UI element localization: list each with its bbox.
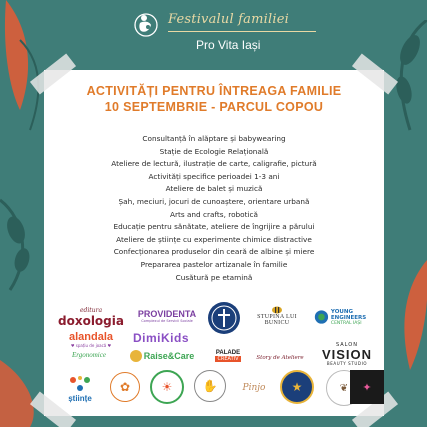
list-item: Educație pentru sănătate, ateliere de îngrijire a părului [113,222,315,232]
raise-care-logo [122,347,202,365]
list-item: Prepararea pastelor artizanale în familie [140,259,288,269]
stiinte-logo [58,370,102,406]
dimikids-label: DimiKids [132,331,189,345]
list-item: Arts and crafts, robotică [169,209,259,219]
ergonomice-logo [58,346,120,364]
decorative-leaf-icon [0,190,50,300]
vision-label: VISION [321,347,373,362]
sponsor-badge-2 [150,370,184,404]
list-item: Șah, meciuri, jocuri de cunoaștere, orientare urbană [118,196,310,206]
providenta-logo [132,302,202,330]
palade-label: PALADE [215,350,241,356]
list-item: Stație de Ecologie Relațională [159,146,269,156]
raise-care-label: Raise&Care [143,351,195,361]
pinjo-logo [234,372,274,404]
sponsor-logos [44,70,384,416]
title-divider [168,31,316,32]
decorative-leaf-icon [384,250,427,370]
palade-sub: CREATIV [217,356,239,362]
leaf-icon: ❦ [339,382,349,394]
molecule-icon [67,374,93,394]
young-engineers-icon [314,308,329,326]
palade-logo [204,348,252,364]
stiinte-label: științe [68,393,92,403]
mother-child-icon [133,9,159,41]
art-icon: ✦ [362,380,372,394]
bee-icon [270,305,284,314]
vision-sub: BEAUTY STUDIO [326,361,368,366]
sponsor-badge-3 [194,370,226,402]
doxologia-logo [56,302,126,332]
flower-icon: ✿ [119,380,131,394]
salon-label: SALON [336,342,358,348]
doxologia-small-label: editura [79,306,103,314]
young-engineers-logo [314,304,380,330]
heading-line-2: 10 SEPTEMBRIE - PARCUL COPOU [104,100,324,114]
ergonomice-label: Ergonomice [72,351,106,359]
story-logo [252,350,308,366]
activities-card [44,70,384,416]
list-item: Activități specifice perioadei 1-3 ani [148,171,280,181]
young-engineers-sub: CENTRAL IAȘI [330,320,362,326]
vision-logo [312,340,382,368]
festival-title: Festivalul familiei [168,12,289,27]
list-item: Ateliere de lectură, ilustrație de carte, caligrafie, pictură [111,159,317,169]
handprint-icon: ✋ [202,379,218,393]
sponsor-badge-4 [280,370,314,404]
list-item: Ateliere de balet și muzică [165,184,263,194]
alandala-label: alandala [68,330,114,343]
list-item: Consultanță în alăptare și babywearing [142,134,286,143]
baby-icon [130,350,142,362]
providenta-sub: Complexul de Servicii Sociale [141,319,193,323]
list-item: Confecționarea produselor din ceară de albine și miere [113,247,315,257]
list-item: Ateliere de științe cu experimente chimice distractive [116,234,312,244]
rainbow-icon: ☀ [161,380,173,394]
festival-subtitle: Pro Vita Iași [196,38,261,52]
church-emblem-icon [206,299,242,337]
festival-header [0,0,427,62]
doxologia-label: doxologia [58,313,124,328]
stupina-logo [244,302,310,328]
providenta-label: PROVIDENTA [137,309,197,319]
story-label: Story de Ateliere [256,355,304,361]
sponsor-badge-6 [350,370,384,404]
dimikids-logo [126,328,196,348]
heading-line-1: ACTIVITĂȚI PENTRU ÎNTREAGA FAMILIE [86,84,342,98]
alandala-sub: ♥ spațiu de joacă ♥ [70,342,112,348]
young-engineers-label: YOUNG ENGINEERS [330,308,367,321]
star-icon: ★ [291,380,303,394]
stupina-label: STUPINA LUI BUNICU [257,313,297,326]
list-item: Cusătură pe etamină [175,272,253,282]
pinjo-label: Pinjo [242,383,266,393]
sponsor-badge-1 [110,372,140,402]
